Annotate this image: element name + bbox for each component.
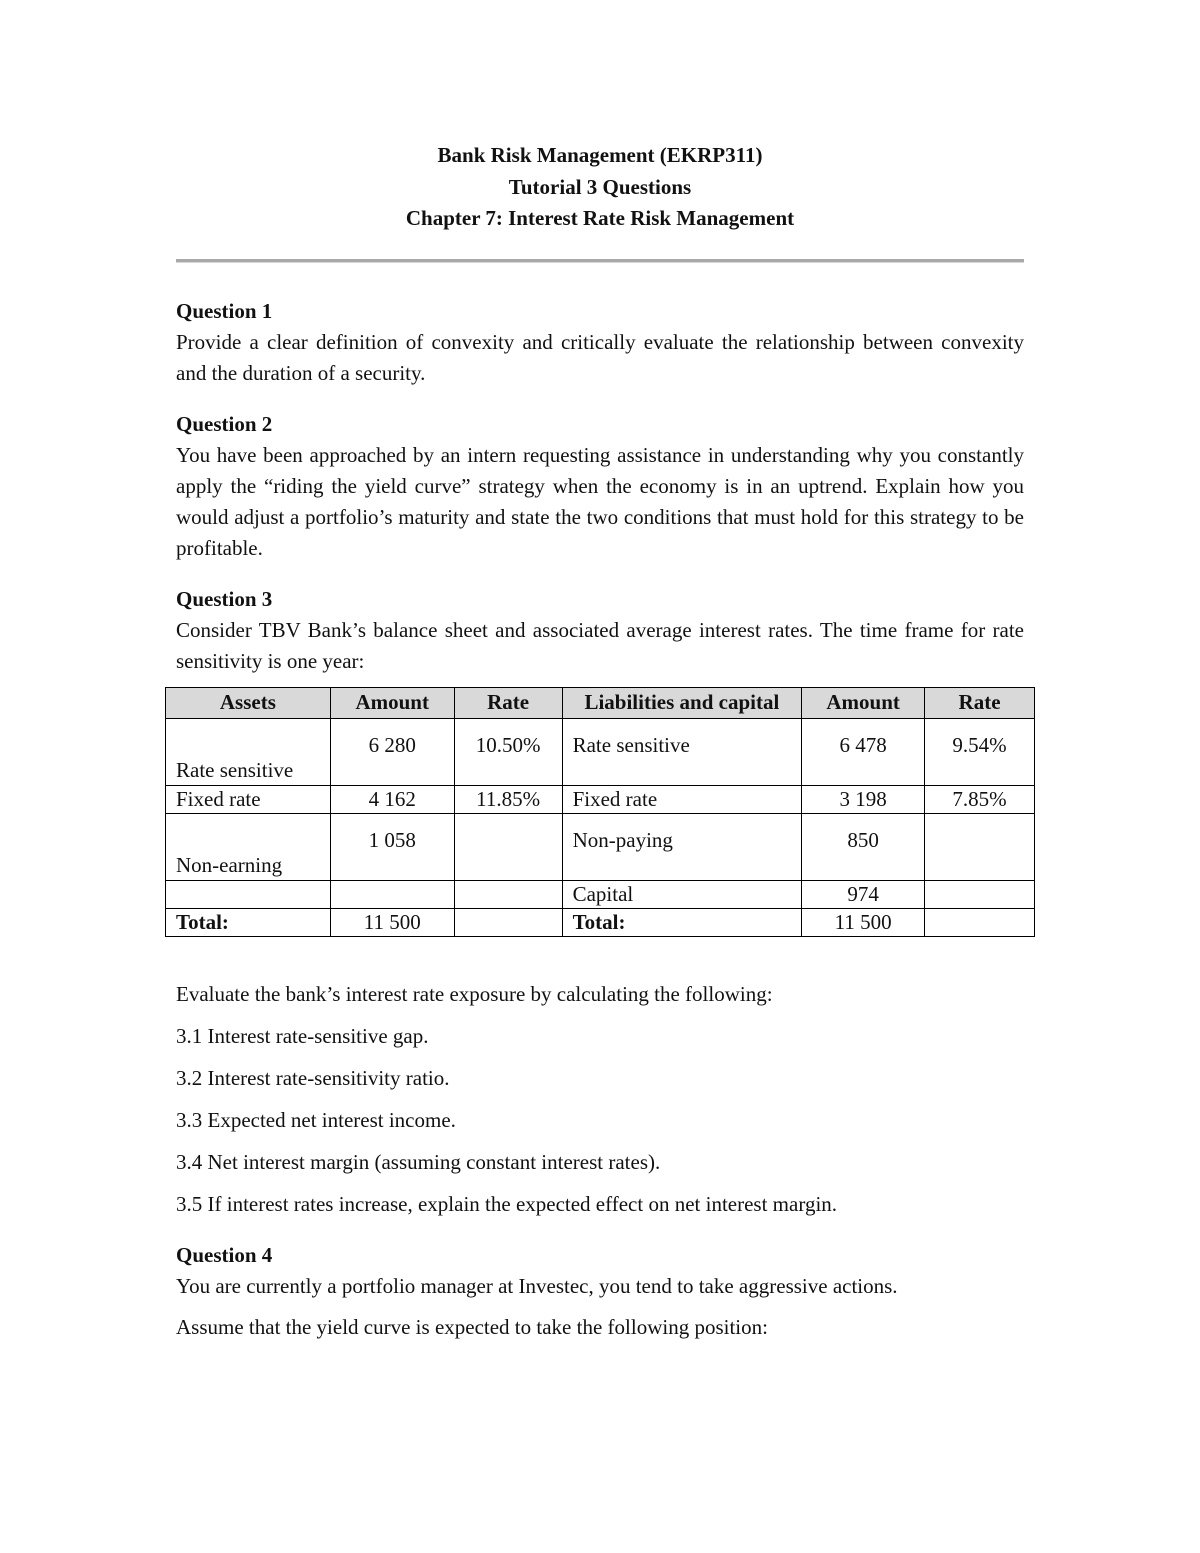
sub-question: 3.2 Interest rate-sensitivity ratio.	[176, 1065, 450, 1090]
tutorial-title: Tutorial 3 Questions	[508, 174, 692, 199]
table-cell	[166, 880, 331, 908]
table-cell: 4 162	[330, 785, 454, 813]
table-row	[166, 813, 1035, 880]
table-row	[166, 718, 1035, 785]
question-heading: Question 1	[176, 298, 273, 323]
table-cell: 6 280	[330, 718, 454, 785]
column-header: Rate	[454, 687, 562, 718]
table-cell	[925, 880, 1035, 908]
question-text: Provide a clear definition of convexity and critically evaluate the relationship between convexity and the duration of a security.	[176, 329, 1024, 385]
table-cell: Non-paying	[562, 813, 802, 880]
question-text: You are currently a portfolio manager at Investec, you tend to take aggressive actions.	[176, 1273, 898, 1298]
table-cell	[330, 880, 454, 908]
table-cell: Total:	[562, 908, 802, 936]
table-cell: 11 500	[330, 908, 454, 936]
table-row	[166, 785, 1035, 813]
question-text: Assume that the yield curve is expected to take the following position:	[176, 1314, 768, 1339]
table-cell: Capital	[562, 880, 802, 908]
table-cell: 850	[802, 813, 925, 880]
evaluate-instruction: Evaluate the bank’s interest rate exposure by calculating the following:	[176, 981, 773, 1006]
column-header: Amount	[802, 687, 925, 718]
table-cell	[925, 813, 1035, 880]
question-text: You have been approached by an intern requesting assistance in understanding why you constantly apply the “riding the yield curve” strategy when the economy is in an uptrend. Explain how you would adjust a portfolio’s maturity and state the two conditions that must hold for this strategy to be profitable.	[176, 442, 1024, 560]
table-cell: 6 478	[802, 718, 925, 785]
table-cell: 1 058	[330, 813, 454, 880]
sub-question: 3.3 Expected net interest income.	[176, 1107, 456, 1132]
question-1	[176, 296, 1024, 389]
table-cell: Rate sensitive	[166, 718, 331, 785]
table-cell: 974	[802, 880, 925, 908]
column-header: Rate	[925, 687, 1035, 718]
table-cell: 11 500	[802, 908, 925, 936]
question-heading: Question 4	[176, 1242, 273, 1267]
table-cell	[925, 908, 1035, 936]
column-header: Liabilities and capital	[562, 687, 802, 718]
table-cell: 3 198	[802, 785, 925, 813]
table-cell: Rate sensitive	[562, 718, 802, 785]
document-header	[176, 140, 1024, 235]
chapter-title: Chapter 7: Interest Rate Risk Management	[405, 206, 795, 230]
table-cell	[454, 908, 562, 936]
document-page	[176, 140, 1024, 1343]
table-cell: 11.85%	[454, 785, 562, 813]
table-cell: Total:	[166, 908, 331, 936]
sub-question: 3.1 Interest rate-sensitive gap.	[176, 1023, 429, 1048]
column-header: Assets	[166, 687, 331, 718]
sub-question: 3.4 Net interest margin (assuming constant interest rates).	[176, 1149, 661, 1174]
table-header-row	[166, 687, 1035, 718]
course-title: Bank Risk Management (EKRP311)	[437, 143, 763, 167]
sub-question: 3.5 If interest rates increase, explain the expected effect on net interest margin.	[176, 1191, 838, 1216]
table-total-row	[166, 908, 1035, 936]
table-cell	[454, 813, 562, 880]
table-cell: 9.54%	[925, 718, 1035, 785]
table-cell: Non-earning	[166, 813, 331, 880]
question-heading: Question 3	[176, 586, 273, 611]
table-cell: 7.85%	[925, 785, 1035, 813]
question-3	[176, 584, 1024, 1220]
column-header: Amount	[330, 687, 454, 718]
balance-sheet-table	[165, 687, 1035, 937]
table-row	[166, 880, 1035, 908]
header-divider	[176, 259, 1024, 263]
table-cell	[454, 880, 562, 908]
question-intro: Consider TBV Bank’s balance sheet and associated average interest rates. The time frame for rate sensitivity is one year:	[176, 617, 1024, 673]
question-2	[176, 409, 1024, 564]
question-4	[176, 1240, 1024, 1343]
table-cell: Fixed rate	[166, 785, 331, 813]
question-heading: Question 2	[176, 411, 273, 436]
table-cell: Fixed rate	[562, 785, 802, 813]
table-cell: 10.50%	[454, 718, 562, 785]
